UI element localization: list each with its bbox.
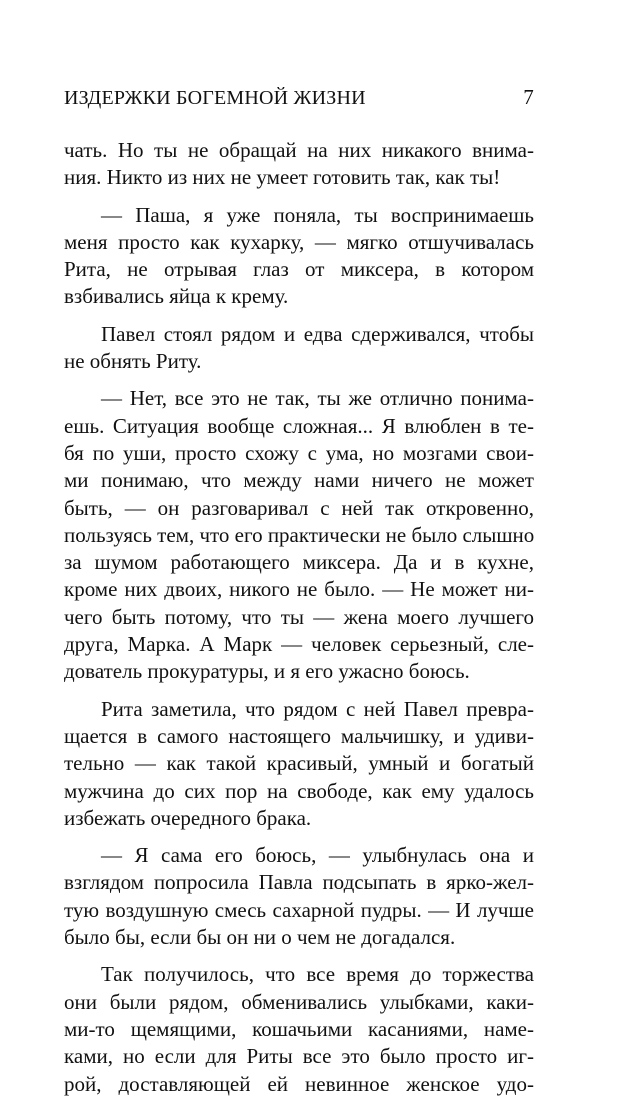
paragraph-gap — [64, 192, 534, 202]
text-line: Рита, не отрывая глаз от миксера, в котором — [64, 257, 534, 282]
paragraph — [64, 696, 534, 832]
paragraph-gap — [64, 951, 534, 961]
text-line: чать. Но ты не обращай на них никакого внима- — [64, 138, 534, 162]
text-line: кроме них двоих, никого не было. — Не может ни- — [64, 577, 534, 602]
paragraph-gap — [64, 686, 534, 696]
text-line: было бы, если бы он ни о чем не догадался. — [64, 925, 456, 950]
paragraph — [64, 137, 534, 192]
text-line: меня просто как кухарку, — мягко отшучивалась — [64, 229, 534, 254]
text-line: щается в самого настоящего мальчишку, и удиви- — [64, 723, 534, 748]
text-line: — Паша, я уже поняла, ты воспринимаешь — [101, 202, 534, 227]
text-line: рой, доставляющей ей невинное женское удо- — [64, 1071, 534, 1096]
page-number: 7 — [523, 85, 534, 109]
text-line: Рита заметила, что рядом с ней Павел превра- — [101, 696, 534, 721]
text-line: чего быть потому, что ты — жена моего лучшего — [64, 604, 534, 629]
body-text — [64, 137, 534, 1098]
running-header — [64, 85, 534, 115]
text-line: — Я сама его боюсь, — улыбнулась она и — [101, 843, 534, 868]
text-line: взбивались яйца к крему. — [64, 284, 289, 309]
paragraph-gap — [64, 375, 534, 385]
text-line: взглядом попросила Павла подсыпать в ярко-жел- — [64, 870, 534, 895]
text-line: друга, Марка. А Марк — человек серьезный, сле- — [64, 632, 534, 657]
text-line: тельно — как такой красивый, умный и богатый — [64, 751, 534, 776]
paragraph — [64, 202, 534, 311]
text-line: ешь. Ситуация вообще сложная... Я влюблен в те- — [64, 413, 534, 438]
paragraph-gap — [64, 311, 534, 321]
text-line: мужчина до сих пор на свободе, как ему удалось — [64, 778, 534, 803]
text-line: тую воздушную смесь сахарной пудры. — И лучше — [64, 897, 534, 922]
text-line: Так получилось, что все время до торжества — [101, 962, 534, 987]
text-line: пользуясь тем, что его практически не было слышно — [64, 522, 535, 547]
paragraph — [64, 961, 534, 1097]
text-line: ками, но если для Риты все это было просто иг- — [64, 1044, 534, 1069]
paragraph — [64, 842, 534, 951]
text-line: ния. Никто из них не умеет готовить так, как ты! — [64, 165, 501, 190]
text-line: дователь прокуратуры, и я его ужасно боюсь. — [64, 659, 470, 684]
text-line: быть, — он разговаривал с ней так откровенно, — [64, 495, 534, 520]
text-line: не обнять Риту. — [64, 349, 202, 374]
paragraph-gap — [64, 832, 534, 842]
running-header-title: ИЗДЕРЖКИ БОГЕМНОЙ ЖИЗНИ — [64, 87, 366, 109]
text-line: — Нет, все это не так, ты же отлично понима- — [101, 386, 534, 411]
text-line: они были рядом, обменивались улыбками, каки- — [64, 989, 534, 1014]
text-line: ми понимаю, что между нами ничего не может — [64, 468, 534, 493]
text-line: избежать очередного брака. — [64, 805, 312, 830]
text-line: за шумом работающего миксера. Да и в кухне, — [64, 550, 534, 575]
text-line: Павел стоял рядом и едва сдерживался, чтобы — [101, 321, 534, 346]
paragraph — [64, 385, 534, 685]
text-line: ми-то щемящими, кошачьими касаниями, наме- — [64, 1016, 534, 1041]
paragraph — [64, 321, 534, 376]
text-line: бя по уши, просто схожу с ума, но мозгами свои- — [64, 440, 534, 465]
